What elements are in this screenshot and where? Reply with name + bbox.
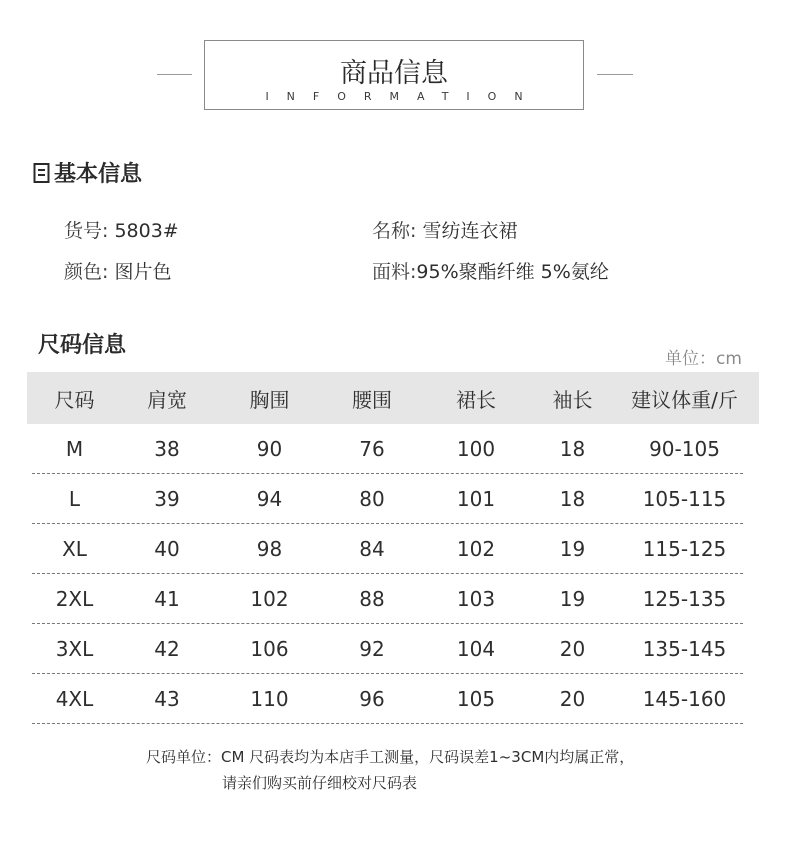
table-cell: 106 [250, 637, 289, 661]
header-title-box [204, 40, 584, 110]
table-cell: 90-105 [649, 437, 720, 461]
unit-note: 单位：cm [665, 349, 742, 369]
header-right-line [597, 74, 633, 75]
table-row [27, 574, 759, 624]
table-cell: 94 [256, 487, 283, 511]
name-value: 雪纺连衣裙 [422, 220, 518, 242]
table-row [27, 424, 759, 474]
table-cell: 40 [154, 537, 180, 561]
table-cell: 19 [559, 537, 586, 561]
table-cell: M [65, 437, 84, 461]
item-no-row [64, 216, 179, 243]
size-info-heading: 尺码信息 [38, 333, 127, 358]
table-cell: 105 [456, 687, 496, 711]
table-cell: 38 [154, 437, 180, 461]
table-cell: 84 [359, 537, 385, 561]
table-cell: XL [62, 537, 87, 561]
column-header: 尺码 [54, 387, 95, 412]
fabric-row [372, 257, 609, 284]
column-header: 建议体重/斤 [631, 387, 738, 412]
table-cell: 76 [359, 437, 385, 461]
fabric-label: 面料: [372, 261, 417, 283]
table-cell: 42 [154, 637, 180, 661]
name-label: 名称: [372, 220, 417, 242]
table-cell: 102 [250, 587, 289, 611]
table-cell: 90 [256, 437, 283, 461]
table-cell: 41 [154, 587, 180, 611]
table-cell: 110 [250, 687, 289, 711]
table-cell: 100 [456, 437, 496, 461]
column-header: 裙长 [456, 387, 496, 412]
size-table [27, 372, 759, 724]
page-subtitle: INFORMATION [265, 90, 541, 103]
table-cell: 125-135 [642, 587, 727, 611]
table-cell: 2XL [55, 587, 94, 611]
table-cell: 135-145 [642, 637, 727, 661]
table-row [27, 674, 759, 724]
table-cell: L [68, 487, 81, 511]
table-cell: 104 [456, 637, 496, 661]
table-cell: 4XL [55, 687, 94, 711]
column-header: 腰围 [352, 387, 392, 412]
table-cell: 20 [559, 637, 586, 661]
document-icon [33, 162, 51, 190]
color-row [64, 257, 171, 284]
table-cell: 98 [256, 537, 283, 561]
table-row [27, 474, 759, 524]
table-cell: 145-160 [642, 687, 727, 711]
column-header: 袖长 [552, 387, 593, 412]
item-no-label: 货号: [64, 220, 109, 242]
column-header: 肩宽 [147, 387, 187, 412]
fabric-value: 95%聚酯纤维 5%氨纶 [416, 261, 609, 283]
table-cell: 103 [456, 587, 496, 611]
name-row [372, 216, 517, 243]
table-cell: 115-125 [642, 537, 727, 561]
footer-note-line2: 请亲们购买前仔细校对尺码表 [222, 774, 418, 792]
table-cell: 20 [559, 687, 586, 711]
item-no-value: 5803# [114, 220, 179, 242]
table-header [27, 372, 759, 424]
column-header: 胸围 [249, 387, 290, 412]
color-label: 颜色: [64, 261, 109, 283]
table-cell: 19 [559, 587, 586, 611]
table-cell: 3XL [55, 637, 94, 661]
table-cell: 96 [359, 687, 385, 711]
table-cell: 102 [456, 537, 496, 561]
footer-note-line1: 尺码单位：CM 尺码表均为本店手工测量，尺码误差1~3CM内均属正常， [146, 748, 635, 766]
table-cell: 88 [359, 587, 385, 611]
header-left-line [157, 74, 192, 75]
table-cell: 80 [359, 487, 385, 511]
table-row [27, 624, 759, 674]
table-row [27, 524, 759, 574]
table-cell: 39 [154, 487, 180, 511]
table-cell: 105-115 [642, 487, 727, 511]
basic-info-heading-text: 基本信息 [54, 162, 143, 187]
table-cell: 92 [359, 637, 385, 661]
table-cell: 18 [559, 437, 586, 461]
table-cell: 101 [456, 487, 496, 511]
table-cell: 18 [559, 487, 586, 511]
basic-info-heading [33, 157, 142, 190]
table-cell: 43 [154, 687, 180, 711]
page-title: 商品信息 [340, 58, 448, 89]
color-value: 图片色 [114, 261, 172, 283]
